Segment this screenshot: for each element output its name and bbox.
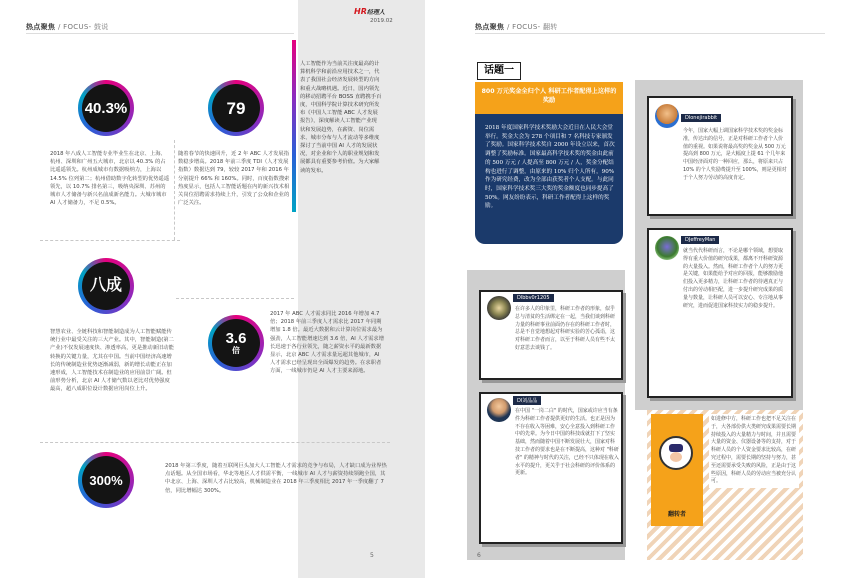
- left-header-sub: / FOCUS- 鼓说: [57, 23, 109, 31]
- divider-v1: [174, 140, 175, 240]
- comment-4-text: 就当代代科研而言，不论是哪个领域，想要取得有重大价值的研究成果，都离不开科研资源的大量投入。然而，科研工作者个人的努力更是关键，如果能给予对应的回报，能够激励他们投入更多精力，让科研工作者的待遇真正与付出的劳动相匹配，进一步提升研究成果的质量与数量，让科研人员可以安心、专注地从事研究，进而促进国家科技实力的稳步提升。: [683, 248, 784, 309]
- award-headline: 800 万元奖金全归个人 科研工作者配得上这样的奖励: [475, 82, 623, 114]
- comment-card-1: [647, 96, 793, 216]
- stat-value-bacheng: 八成: [82, 262, 130, 310]
- right-header-sub: / FOCUS- 翻转: [506, 23, 558, 31]
- page-number-right: 6: [477, 552, 481, 559]
- comment-5-user: 翻转者: [667, 511, 686, 518]
- side-panel-text: 人工智能作为当前关注度最高的计算机科学和前沿应用技术之一，代表了我国社会经济发展转型的方向和重大战略机遇。近日，国内领先的移动招聘平台 BOSS 直聘携手百度，中国科学院计算技术研究所发布《中国人工智能 ABC 人才发展报告》，深度解读人工智能产业现状和发展趋势，在薪资、岗位需求、城市分布与人才流动等多维度探讨了当前中国 AI 人才的发展状况，对企业和个人的职业规划和发展都具有重要参考价值。为大家解读的发布。: [300, 61, 382, 174]
- left-header: [26, 22, 109, 32]
- stat5-text: 2018 年第三季度，随着互联网巨头加大人工智能人才需求的竞争与布局，人才缺口成为业界热点话题。从全国市场看，华北等地区人才供需平衡，一线城市 AI 人才与薪资持续领跑全国，其中北京、上海、深圳人才占比较高，机械制造业在 2018 年三季度相比 2017 年一季度翻了 7 倍，同比增幅达 300%。: [165, 463, 387, 494]
- avatar-2: [487, 296, 511, 320]
- right-page: [425, 0, 850, 578]
- comment-3-text: 在中国 "一岗二白" 的时代，国家或许应当有条件为科研工作者提供更好的生活。也正是因为不存在收入等困难，安心全意投入到科研工作中的先辈。为今日中国的科技成就打下了坚实基础，然而随着中国不断发展壮大，国家对科技工作者的要求也是在不断提高，这种对 "科研者" 的精神与时代的关注，已经不只体现在收入水平的提升，更关乎于社会科研的评价体系的更新。: [515, 408, 619, 477]
- stat-circle-36: [208, 315, 264, 371]
- divider-h1: [40, 240, 180, 241]
- comment-2-text: 在许多人的印象里，科研工作者的形象，似乎总与清贫的生活绑定在一起，当我们谈到科研力量的科研事业前面仍存在的科研工作者时，总是不自觉地想起对科研实验的苦心孤诣，这对科研工作者而言，以至于科研人员有些不太好意思去谈钱了。: [515, 306, 616, 351]
- comment-1-text: 今年，国家大幅上调国家科学技术奖的奖金标准，传达出的信号，正是对科研工作者个人价值的重视。如果说将最高奖的奖金从 500 万元提高到 800 万元，是大幅度上提 61 个几年来中国经济面对的一种回应，那么，将原来只占 10% 的个人奖励费提升至 100%，则是更相对于个人努力劳动的高度肯定。: [683, 128, 787, 181]
- stat-circle-40: [78, 80, 134, 136]
- comment-3-user: Dl刘晶晶: [513, 396, 541, 405]
- comment-card-3: [479, 392, 623, 544]
- avatar-3: [487, 398, 511, 422]
- comment-card-4: [647, 228, 793, 398]
- stat1-text: 2018 年八成人工智能专业毕业生在北京、上海、杭州、深圳和广州五大城市，北京以 40.3% 的占比遥遥领先。杭州成城市有数据吸纳力，上海以 14.5% 位列第二；杭州借助数字化转型的优势遥遥领先，以 10.7% 排名第三，吸纳央深圳、苏州的城市人才储备与新兴名前成新名能力。大城市城市 AI 人才储备力，不足 0.5%。: [50, 151, 170, 207]
- divider-h2: [176, 298, 294, 299]
- comment-card-2: [479, 290, 623, 380]
- comment-1-user: Dlonejirabbit: [681, 114, 721, 122]
- translator-panel: [651, 414, 703, 526]
- comment-4-user: DJeffreyMan: [681, 236, 719, 244]
- translator-avatar: [659, 436, 693, 470]
- stat-value-40: 40.3%: [82, 84, 130, 132]
- stat-circle-bacheng: [78, 258, 134, 314]
- comment-5-text: 如进修中方，科研工作也把不足关注在于，大各部份供大类研究成果需要长期持续投入的大量精力与时间，并且需要大量的资金、仪器设备等的支持，对于科研人员的个人资金要求比较高，在研究过程中，需要长期的坚持与努力，甚至还需要承受失败的风险，正是由于这些原因，科研人员的劳动应当被充分认可。: [709, 414, 799, 488]
- comment-2-user: Dlbbv0r1205: [513, 294, 554, 302]
- left-header-title: 热点聚焦: [26, 23, 56, 31]
- stat-unit-36: 倍: [232, 346, 240, 355]
- stat-value-79: 79: [212, 84, 260, 132]
- header-divider: [26, 33, 294, 34]
- stat2-text: 随着春节的快速回升，近 2 年 ABC 人才发展指数稳步增高。2018 年前三季度 TDI（人才发展指数）数据达到 79，较较 2017 年和 2016 年分别提升 66% 和 160%。同时，百度指数搜索热度显示，包括人工智能话题在内的新兴技术相关岗位招聘需求持续上升，引发了公众和企业的广泛关注。: [178, 151, 290, 207]
- magazine-logo: HR经理人: [354, 7, 385, 16]
- award-text: 2018 年度国家科学技术奖励大会近日在人民大会堂举行。奖金大会为 278 个项目和 7 名科技专家颁发了奖励。国家科学技术奖自 2000 年设立以来，首次调整了奖励标准。国家最高科学技术奖的奖金由此前的 500 万元 / 人提高至 800 万元 / 人，奖金分配结构也进行了调整，由原来的 10% 归个人所有，90% 作为研究经费，改为全部由获奖者个人支配。与此同时，国家科学技术奖三大奖的奖金额度也同步提高了 50%。网友纷纷表示，科研工作者配得上这样的奖励。: [485, 125, 615, 210]
- divider-h3: [40, 442, 390, 443]
- issue-date: 2019.02: [370, 18, 393, 24]
- right-header-title: 热点聚焦: [475, 23, 505, 31]
- stat-value-36: 3.6: [225, 330, 247, 347]
- page-number-left: 5: [370, 552, 374, 559]
- avatar-4: [655, 236, 679, 260]
- stat-value-300: 300%: [82, 456, 130, 504]
- award-panel: [475, 114, 623, 244]
- topic-label: 话题一: [477, 62, 521, 80]
- header-divider-right: [475, 33, 825, 34]
- stat-value-36-wrap: [212, 319, 260, 367]
- stat-circle-300: [78, 452, 134, 508]
- stat-circle-79: [208, 80, 264, 136]
- stat4-text: 2017 年 ABC 人才需求同比 2016 年增加 4.7 倍；2018 年前三季度人才需求比 2017 年同期增加 1.8 倍。最近大数据和云计算岗位需求最为强劲，人工智能增速达到 3.6 倍，AI 人才需求增长迅速于各行业领先，随之薪资水平的最新数据显示，北京 ABC 人才需求量远超其他城市，AI 人才需求已经呈现出全面爆发的趋势。在求职者方面，一线城市仍是 AI 人才主要来源地。: [270, 311, 385, 375]
- right-header: [475, 22, 558, 32]
- stat3-text: 智慧农业、全链科技和智能制造成为人工智能赋能传统行业中最受关注的三大产业。其中，智能制造(第二产业)不仅发展速度快、渗透率高，更是推动新旧动能转换的关键力量，尤其在中国。当前中国经济高速增长的传统制造业优势逐渐减弱，新的增长动能正在加速形成，人工智能技术在制造业的应用前景广阔。但前形势分析，北京 AI 人才储气数以老比对优势强度最高，超八成职位设计数据应用岗位上升。: [50, 329, 174, 393]
- avatar-1: [655, 104, 679, 128]
